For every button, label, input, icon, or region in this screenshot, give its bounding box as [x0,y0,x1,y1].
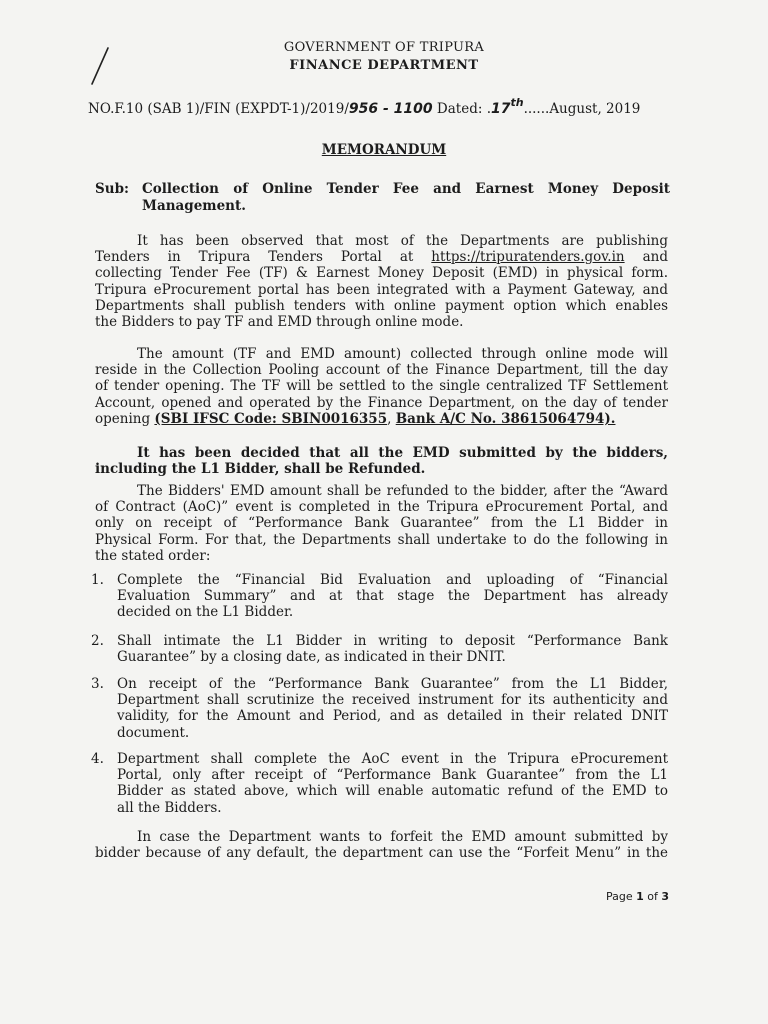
paragraph-1 [95,233,668,330]
list-line: Bidder as stated above, which will enable automatic refund of the EMD to [117,783,668,800]
reference-line [88,96,668,117]
list-number: 1. [91,572,104,588]
paragraph-line: It has been decided that all the EMD submitted by the bidders, [137,445,668,461]
page-current: 1 [636,890,644,903]
list-item [91,572,668,622]
header-government: GOVERNMENT OF TRIPURA [283,40,485,55]
list-item [91,633,668,667]
subject-text [142,181,670,215]
subject-line-1: Collection of Online Tender Fee and Earnest Money Deposit [142,181,670,197]
paragraph-line: Account, opened and operated by the Finance Department, on the day of tender [95,394,668,411]
list-item [91,676,668,742]
paragraph-line: It has been observed that most of the Departments are publishing [137,233,668,249]
handwritten-number: 956 - 1100 [348,101,433,117]
paragraph-line: Tripura eProcurement portal has been integrated with a Payment Gateway, and [95,281,668,298]
list-number: 3. [91,676,104,692]
dots: ...... [523,101,550,117]
paragraph-2 [95,346,668,427]
list-line: decided on the L1 Bidder. [117,604,294,621]
paragraph-line [95,411,668,427]
handwritten-day: 17 [490,101,511,117]
paragraph-forfeit [95,829,668,861]
reference-number: NO.F.10 (SAB 1)/FIN (EXPDT-1)/2019/ [88,101,349,117]
list-item [91,751,668,817]
memorandum-title: MEMORANDUM [321,142,447,158]
paragraph-line: In case the Department wants to forfeit the EMD amount submitted by [137,829,668,845]
portal-link[interactable]: https://tripuratenders.gov.in [431,249,625,266]
list-line: all the Bidders. [117,799,222,816]
list-item-body [117,572,668,621]
list-number: 4. [91,751,104,767]
paragraph-line: collecting Tender Fee (TF) & Earnest Money Deposit (EMD) in physical form. [95,265,668,282]
page-number [606,890,669,903]
paragraph-line: The Bidders' EMD amount shall be refunded to the bidder, after the “Award [137,483,668,499]
list-item-body [117,676,668,741]
list-line: Department shall scrutinize the received instrument for its authenticity and [117,692,668,709]
paragraph-line: of tender opening. The TF will be settled to the single centralized TF Settlement [95,378,668,395]
paragraph-line: Departments shall publish tenders with online payment option which enables [95,297,668,314]
paragraph-line: only on receipt of “Performance Bank Guarantee” from the L1 Bidder in [95,515,668,532]
list-line: validity, for the Amount and Period, and as detailed in their related DNIT [117,708,668,725]
text-span: and [624,249,668,266]
list-line: Complete the “Financial Bid Evaluation and uploading of “Financial [117,572,668,588]
bank-account: Bank A/C No. 38615064794). [395,410,616,427]
subject-line-2: Management. [142,198,246,214]
list-line: Evaluation Summary” and at that stage the Department has already [117,588,668,605]
page-of: of [643,890,662,903]
paragraph-line: the stated order: [95,547,211,564]
dated-label: Dated: . [436,101,491,117]
paragraph-line: including the L1 Bidder, shall be Refunded. [95,461,426,478]
month-year: August, 2019 [549,101,641,117]
page-total: 3 [661,890,670,903]
paragraph-line: reside in the Collection Pooling account of the Finance Department, till the day [95,362,668,379]
ifsc-code: (SBI IFSC Code: SBIN0016355 [154,410,388,427]
paragraph-line: Physical Form. For that, the Departments shall undertake to do the following in [95,531,668,548]
paragraph-line: the Bidders to pay TF and EMD through online mode. [95,314,464,331]
list-number: 2. [91,633,104,649]
handwritten-day-suffix: th [510,96,524,109]
list-line: Guarantee” by a closing date, as indicated in their DNIT. [117,649,506,666]
header-department: FINANCE DEPARTMENT [289,58,479,73]
text-span: opening [95,410,155,427]
list-line: On receipt of the “Performance Bank Guarantee” from the L1 Bidder, [117,676,668,692]
paragraph-line: bidder because of any default, the department can use the “Forfeit Menu” in the [95,845,668,862]
text-span: Tenders in Tripura Tenders Portal at [95,249,432,266]
list-item-body [117,751,668,816]
list-item-body [117,633,668,665]
list-line: Department shall complete the AoC event in the Tripura eProcurement [117,751,668,767]
text-span: , [387,410,396,427]
subject-label: Sub: [95,181,129,197]
list-line: Portal, only after receipt of “Performance Bank Guarantee” from the L1 [117,767,668,784]
paragraph-4 [95,483,668,564]
paragraph-line [95,249,668,265]
paragraph-line: of Contract (AoC)” event is completed in the Tripura eProcurement Portal, and [95,499,668,516]
list-line: document. [117,724,190,741]
page-prefix: Page [606,890,637,903]
paragraph-line: The amount (TF and EMD amount) collected through online mode will [137,346,668,362]
decision-statement [95,445,668,477]
list-line: Shall intimate the L1 Bidder in writing to deposit “Performance Bank [117,633,668,649]
